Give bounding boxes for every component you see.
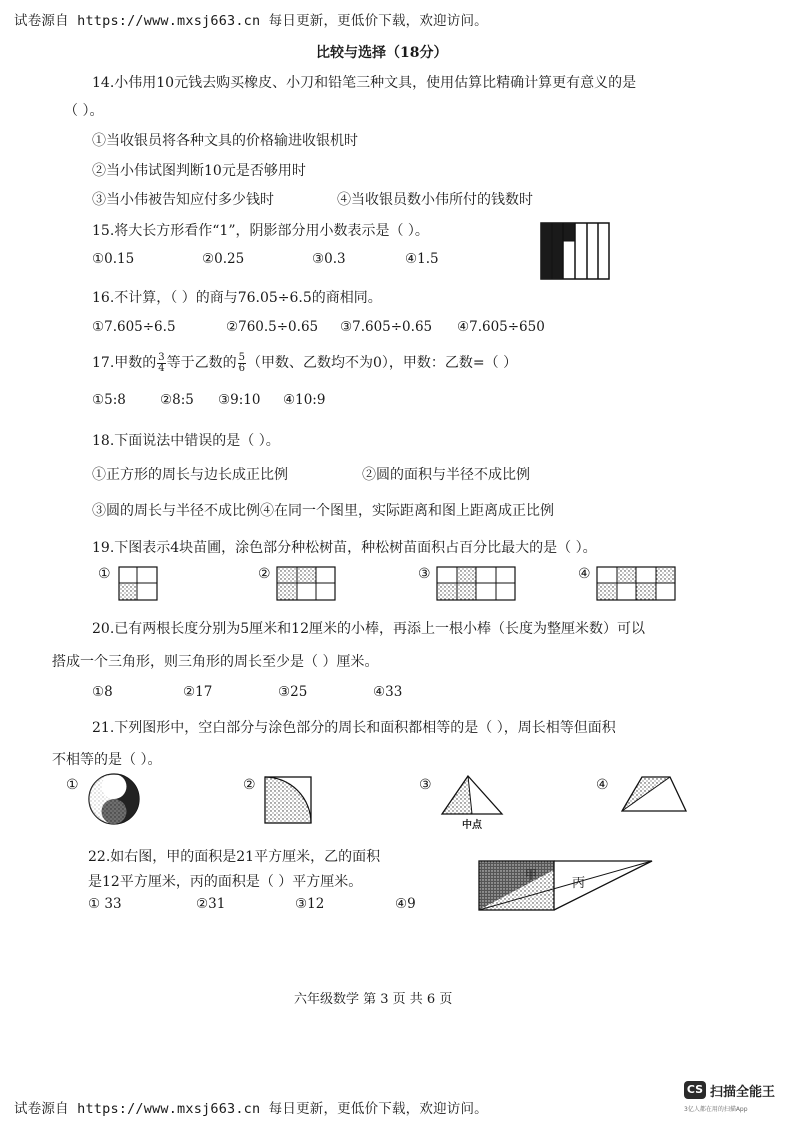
q16-stem: 16.不计算，（ ）的商与76.05÷6.5的商相同。: [92, 290, 382, 306]
q22-label-jia: 甲: [525, 868, 538, 882]
q19-figure-4: [596, 566, 678, 602]
q15-rectangle-figure: [540, 222, 612, 282]
q21-figure-2-quarter-circle: [262, 774, 316, 826]
q21-figure-4-trapezoid: [620, 774, 690, 814]
q20-option-2: ②17: [183, 684, 213, 700]
q21-line-1: 21.下列图形中，空白部分与涂色部分的周长和面积都相等的是（ ），周长相等但面积: [92, 720, 616, 736]
q21-figure-3-triangle: [440, 774, 504, 818]
q22-line-2: 是12平方厘米，丙的面积是（ ）平方厘米。: [88, 874, 363, 890]
q17-option-1: ①5:8: [92, 392, 126, 408]
q14-option-1: ①当收银员将各种文具的价格输进收银机时: [92, 133, 358, 149]
q22-figure: [476, 858, 656, 914]
q17-fraction-1-num: 3: [158, 351, 165, 363]
q14-stem: 14.小伟用10元钱去购买橡皮、小刀和铅笔三种文具，使用估算比精确计算更有意义的是: [92, 75, 637, 91]
q16-option-1: ①7.605÷6.5: [92, 319, 176, 335]
q17-fraction-1-den: 4: [158, 362, 165, 374]
q20-line-1: 20.已有两根长度分别为5厘米和12厘米的小棒，再添上一根小棒（长度为整厘米数）可以: [92, 621, 645, 637]
q20-line-2: 搭成一个三角形，则三角形的周长至少是（ ）厘米。: [52, 654, 379, 670]
q18-stem: 18.下面说法中错误的是（ ）。: [92, 433, 280, 449]
q20-option-1: ①8: [92, 684, 113, 700]
q19-figure-1: [118, 566, 160, 602]
q18-option-2: ②圆的面积与半径不成比例: [362, 467, 530, 483]
q21-label-2: ②: [243, 777, 256, 793]
q17-fraction-2-num: 5: [238, 351, 246, 363]
q17-option-2: ②8:5: [160, 392, 194, 408]
q19-label-3: ③: [418, 566, 431, 582]
q19-figure-3: [436, 566, 518, 602]
q19-label-1: ①: [98, 566, 111, 582]
q20-option-4: ④33: [373, 684, 403, 700]
q17-text-post: （甲数、乙数均不为0），甲数：乙数=（ ）: [247, 355, 518, 371]
q21-label-3: ③: [419, 777, 432, 793]
q14-blank: （ ）。: [64, 103, 104, 119]
q17-stem: [92, 352, 517, 374]
q22-line-1: 22.如右图，甲的面积是21平方厘米，乙的面积: [88, 849, 381, 865]
watermark-bottom: 试卷源自 https://www.mxsj663.cn 每日更新，更低价下载，欢迎访问。: [14, 1101, 488, 1117]
q16-option-3: ③7.605÷0.65: [340, 319, 433, 335]
q15-option-1: ①0.15: [92, 251, 135, 267]
q19-label-2: ②: [258, 566, 271, 582]
q22-option-4: ④9: [395, 896, 416, 912]
q17-text-pre: 17.甲数的: [92, 355, 157, 371]
q15-option-3: ③0.3: [312, 251, 346, 267]
q19-stem: 19.下图表示4块苗圃，涂色部分种松树苗，种松树苗面积占百分比最大的是（ ）。: [92, 540, 597, 556]
q19-label-4: ④: [578, 566, 591, 582]
q22-option-3: ③12: [295, 896, 325, 912]
camscanner-logo-icon: CS: [684, 1081, 706, 1099]
scanner-app-title: 扫描全能王: [710, 1085, 776, 1100]
watermark-top: 试卷源自 https://www.mxsj663.cn 每日更新，更低价下载，欢迎访问。: [14, 13, 488, 29]
q17-fraction-1: [157, 353, 165, 374]
q22-label-bing: 丙: [572, 876, 586, 891]
q15-stem: 15.将大长方形看作“1”，阴影部分用小数表示是（ ）。: [92, 223, 429, 239]
scanner-app-subtitle: 3亿人都在用的扫描App: [684, 1106, 748, 1113]
q15-option-2: ②0.25: [202, 251, 245, 267]
q21-figure-1-yinyang: [86, 772, 142, 826]
q21-label-4: ④: [596, 777, 609, 793]
q17-fraction-2-den: 6: [238, 362, 246, 374]
q21-line-2: 不相等的是（ ）。: [52, 752, 162, 768]
q14-option-2: ②当小伟试图判断10元是否够用时: [92, 163, 306, 179]
q22-option-2: ②31: [196, 896, 226, 912]
q21-label-1: ①: [66, 777, 79, 793]
page-footer: 六年级数学 第 3 页 共 6 页: [294, 992, 453, 1007]
q21-midpoint-label: 中点: [462, 820, 482, 831]
q17-option-3: ③9:10: [218, 392, 261, 408]
q19-figure-2: [276, 566, 338, 602]
q16-option-2: ②760.5÷0.65: [226, 319, 319, 335]
q22-option-1: ① 33: [88, 896, 122, 912]
q17-text-mid: 等于乙数的: [166, 355, 237, 371]
q17-option-4: ④10:9: [283, 392, 326, 408]
q14-option-3: ③当小伟被告知应付多少钱时: [92, 192, 274, 208]
q14-option-4: ④当收银员数小伟所付的钱数时: [337, 192, 533, 208]
q15-option-4: ④1.5: [405, 251, 439, 267]
q18-option-3-4: ③圆的周长与半径不成比例④在同一个图里，实际距离和图上距离成正比例: [92, 503, 554, 519]
q20-option-3: ③25: [278, 684, 308, 700]
section-title: 比较与选择（18分）: [316, 45, 448, 61]
q18-option-1: ①正方形的周长与边长成正比例: [92, 467, 288, 483]
q17-fraction-2: [238, 353, 246, 374]
q16-option-4: ④7.605÷650: [457, 319, 545, 335]
